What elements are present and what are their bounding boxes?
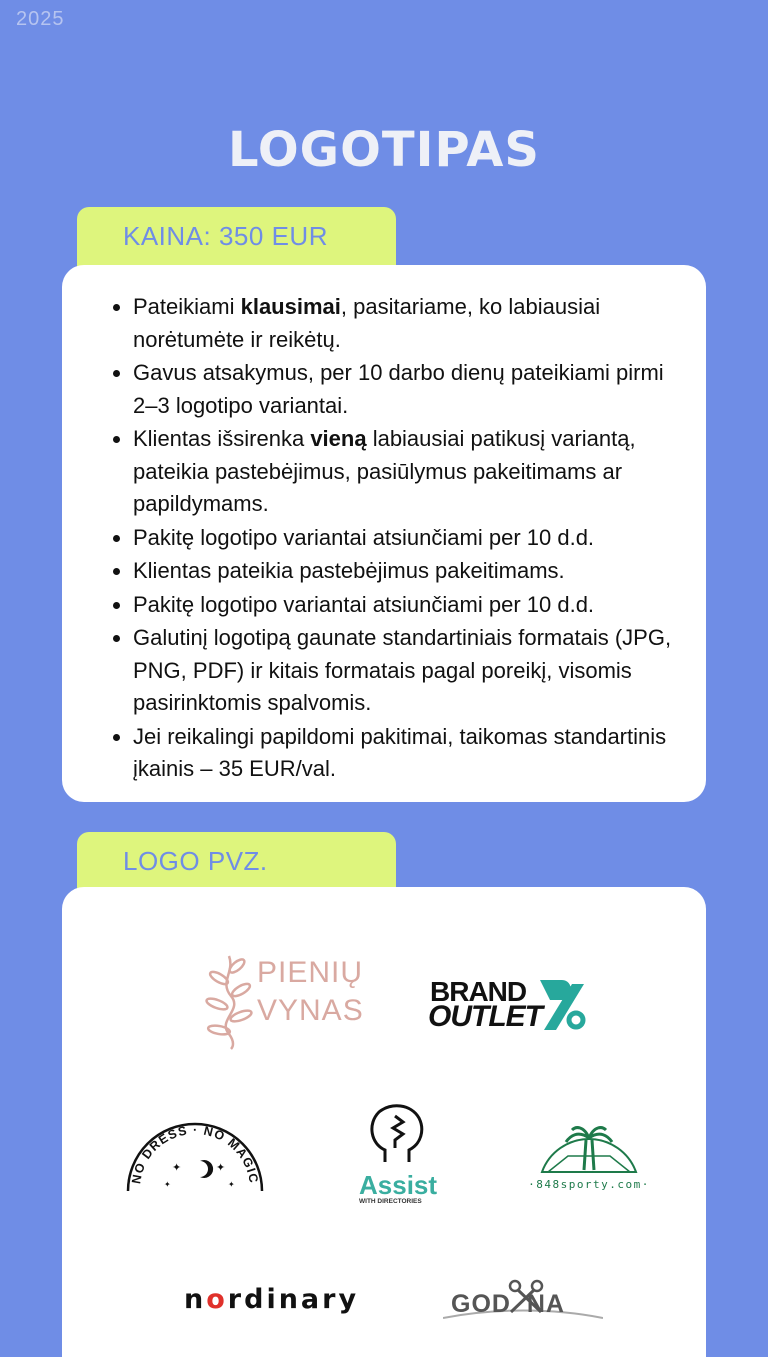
logo-nodress-text: NO DRESS · NO MAGIC [129, 1122, 261, 1185]
steps-list [62, 265, 706, 786]
logo-godana [443, 1278, 603, 1326]
logo-godana-text: GOD NA [451, 1290, 565, 1318]
step-text-after: labiausiai patikusį variantą, pateikia pastebėjimus, pasiūlymus pakeitimams ar papildymams. [133, 426, 636, 516]
steps-card [62, 265, 706, 802]
svg-text:NO DRESS · NO MAGIC [129, 1123, 261, 1185]
step-item [133, 522, 676, 555]
logo-brand-line2: OUTLET [428, 1000, 542, 1033]
step-text: Jei reikalingi papildomi pakitimai, taikomas standartinis įkainis – 35 EUR/val. [133, 723, 667, 781]
logo-assist [355, 1100, 440, 1210]
step-item [133, 357, 676, 422]
logo-brand-line1: BRAND [430, 976, 527, 1007]
step-text: Klientas išsirenka [133, 426, 311, 451]
step-item [133, 291, 676, 356]
logo-pieniu-line2: VYNAS [257, 994, 364, 1027]
price-tab: KAINA: 350 EUR [77, 207, 396, 277]
logo-no-dress-no-magic [124, 1115, 266, 1195]
logo-nord-o: o [206, 1284, 228, 1315]
logo-nordinary [184, 1284, 359, 1315]
step-item [133, 423, 676, 521]
logo-sporty-text: ·848sporty.com· [528, 1178, 650, 1191]
examples-tab: LOGO PVZ. [77, 832, 396, 902]
step-text: Pateikiami [133, 294, 241, 319]
step-bold: klausimai [240, 294, 341, 319]
svg-text:✦: ✦ [172, 1162, 182, 1174]
leaf-icon [205, 952, 255, 1050]
step-item [133, 622, 676, 720]
logo-brand-outlet [428, 974, 588, 1036]
logo-848sporty [522, 1120, 656, 1192]
logo-assist-sub: WITH DIRECTORIES [359, 1198, 422, 1205]
step-text: Klientas pateikia pastebėjimus pakeitimams. [133, 558, 565, 583]
assist-head-icon [365, 1100, 427, 1166]
year-label: 2025 [16, 8, 65, 30]
logo-nord-pre: n [184, 1284, 207, 1315]
step-item [133, 555, 676, 588]
arc-badge-icon [124, 1115, 266, 1195]
step-item [133, 589, 676, 622]
page-title: LOGOTIPAS [228, 122, 540, 178]
percent-icon [536, 978, 588, 1032]
palm-court-icon [522, 1120, 656, 1176]
svg-text:✦: ✦ [216, 1162, 226, 1174]
step-text: Gavus atsakymus, per 10 darbo dienų pateikiami pirmi 2–3 logotipo variantai. [133, 360, 664, 418]
logo-assist-main: Assist [359, 1170, 438, 1200]
svg-text:✦: ✦ [228, 1180, 235, 1189]
logo-pieniu-vynas [205, 952, 364, 1052]
step-bold: vieną [310, 426, 367, 451]
step-text: Pakitę logotipo variantai atsiunčiami per 10 d.d. [133, 524, 595, 550]
step-text: Galutinį logotipą gaunate standartiniais formatais (JPG, PNG, PDF) ir kitais formatais pagal poreikį, visomis pasirinktomis spalvomis. [133, 625, 672, 715]
logo-pieniu-line1: PIENIŲ [257, 956, 364, 989]
step-item [133, 721, 676, 786]
logo-nord-post: rdinary [227, 1284, 360, 1315]
step-text-after: , pasitariame, ko labiausiai norėtumėte ir reikėtų. [133, 294, 601, 352]
svg-text:✦: ✦ [164, 1180, 171, 1189]
step-text: Pakitę logotipo variantai atsiunčiami per 10 d.d. [133, 591, 595, 617]
